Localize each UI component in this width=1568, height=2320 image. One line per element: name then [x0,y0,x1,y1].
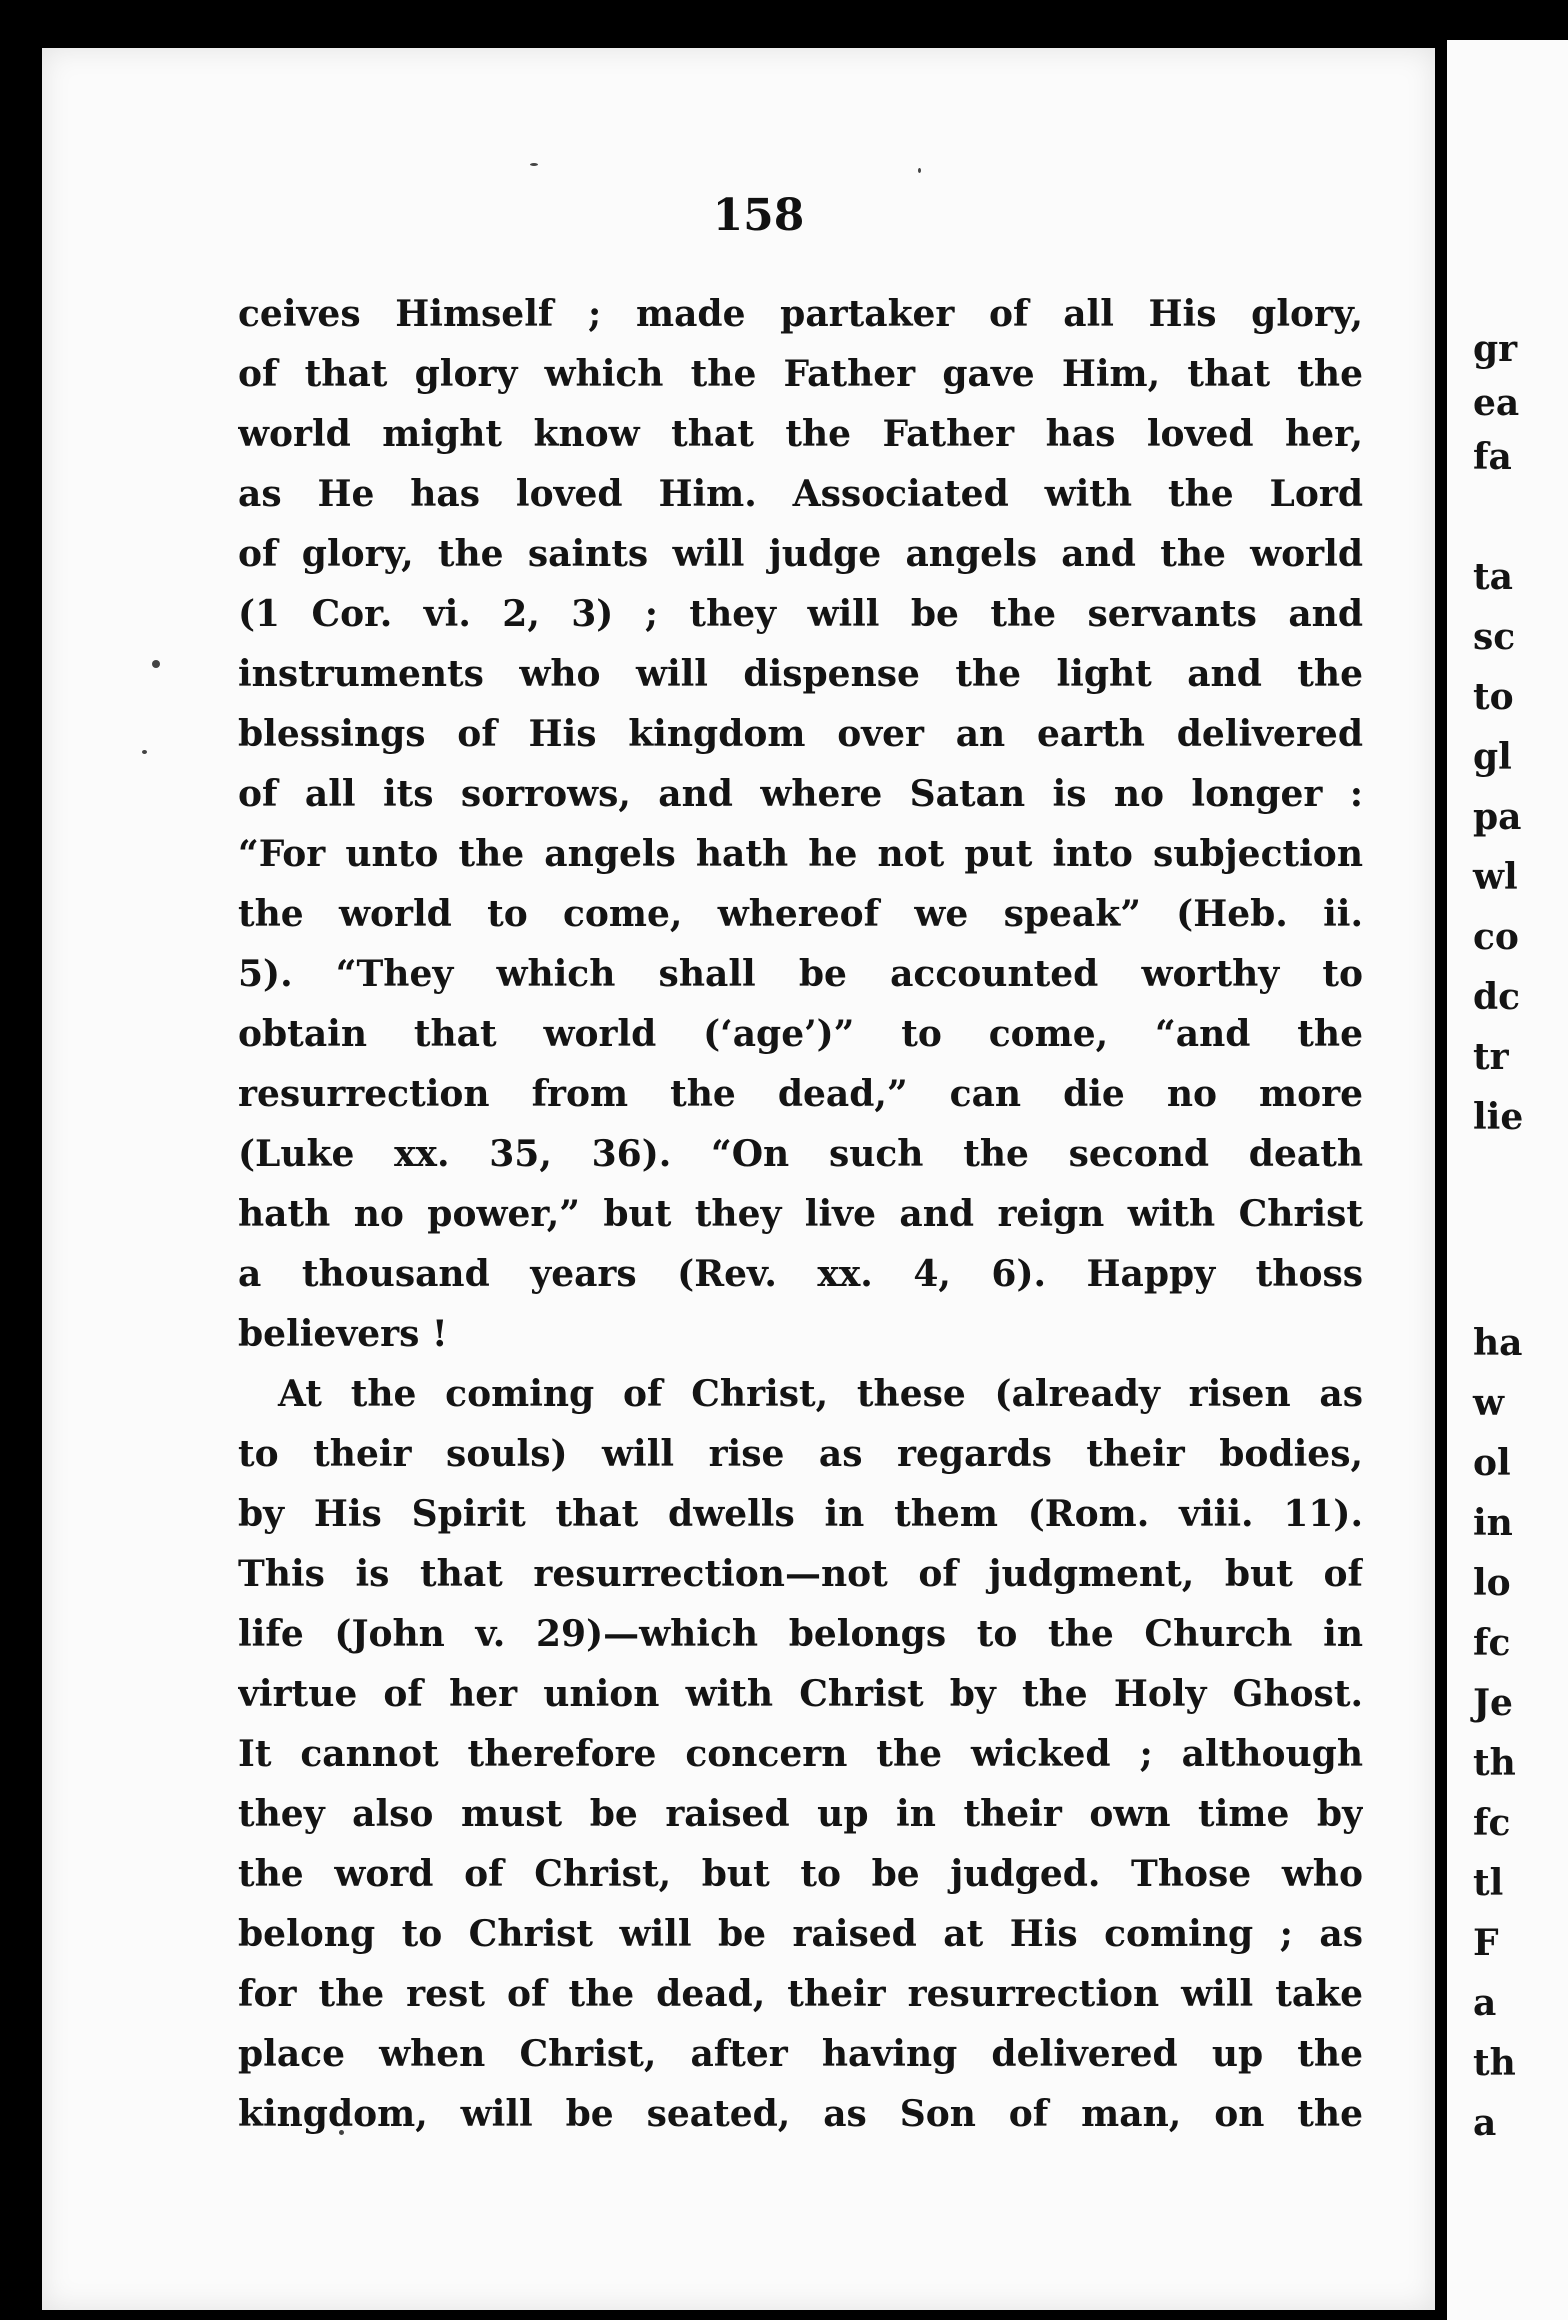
facing-line-fragment: sc [1473,616,1516,658]
body-text [238,284,1363,2144]
text-line: of all its sorrows, and where Satan is no longer : [238,773,1363,815]
text-line: resurrection from the dead,” can die no more [238,1073,1363,1115]
facing-line-fragment: lie [1473,1096,1524,1138]
text-line: of that glory which the Father gave Him, that the [238,353,1363,395]
facing-line-fragment: ta [1473,556,1513,598]
text-line: a thousand years (Rev. xx. 4, 6). Happy thoss [238,1253,1363,1295]
facing-line-fragment: th [1473,2042,1516,2084]
text-line: kingdom, will be seated, as Son of man, on the [238,2093,1363,2135]
text-line: belong to Christ will be raised at His coming ; as [238,1913,1363,1955]
text-line: virtue of her union with Christ by the Holy Ghost. [238,1673,1363,1715]
facing-line-fragment: tr [1473,1036,1509,1078]
facing-line-fragment: fc [1473,1622,1511,1664]
facing-line-fragment: pa [1473,796,1522,838]
facing-line-fragment: a [1473,2102,1497,2144]
facing-line-fragment: ha [1473,1322,1523,1364]
text-line: obtain that world (‘age’)” to come, “and the [238,1013,1363,1055]
facing-line-fragment: gr [1473,328,1518,370]
text-line: ceives Himself ; made partaker of all His glory, [238,293,1363,335]
facing-line-fragment: tl [1473,1862,1504,1904]
facing-line-fragment: wl [1473,856,1518,898]
scan-speck [152,660,160,668]
paragraph [238,1364,1363,2144]
text-line: It cannot therefore concern the wicked ; although [238,1733,1363,1775]
facing-line-fragment: lo [1473,1562,1511,1604]
facing-line-fragment: dc [1473,976,1521,1018]
text-line: blessings of His kingdom over an earth delivered [238,713,1363,755]
scan-speck [142,750,147,754]
text-line: life (John v. 29)—which belongs to the Church in [238,1613,1363,1655]
text-line: by His Spirit that dwells in them (Rom. viii. 11). [238,1493,1363,1535]
facing-line-fragment: F [1473,1922,1499,1964]
facing-line-fragment: w [1473,1382,1504,1424]
scan-top-edge [0,0,1568,48]
text-line: “For unto the angels hath he not put into subjection [238,833,1363,875]
facing-line-fragment: to [1473,676,1514,718]
paragraph [238,284,1363,1364]
facing-line-fragment: Je [1473,1682,1513,1724]
text-line: the word of Christ, but to be judged. Those who [238,1853,1363,1895]
facing-line-fragment: ea [1473,382,1520,424]
facing-line-fragment: gl [1473,736,1512,778]
text-line: 5). “They which shall be accounted worthy to [238,953,1363,995]
facing-line-fragment: fa [1473,436,1512,478]
text-line: they also must be raised up in their own time by [238,1793,1363,1835]
facing-line-fragment: a [1473,1982,1497,2024]
text-line: (1 Cor. vi. 2, 3) ; they will be the servants and [238,593,1363,635]
text-line: of glory, the saints will judge angels and the world [238,533,1363,575]
text-line: place when Christ, after having delivered up the [238,2033,1363,2075]
facing-line-fragment: in [1473,1502,1513,1544]
book-page-left [42,48,1435,2310]
text-line: world might know that the Father has loved her, [238,413,1363,455]
facing-line-fragment: ol [1473,1442,1511,1484]
text-line: hath no power,” but they live and reign with Christ [238,1193,1363,1235]
text-line: as He has loved Him. Associated with the Lord [238,473,1363,515]
text-line: to their souls) will rise as regards their bodies, [238,1433,1363,1475]
text-line: believers ! [238,1313,448,1355]
facing-line-fragment: co [1473,916,1519,958]
text-line: This is that resurrection—not of judgment, but of [238,1553,1363,1595]
text-line: for the rest of the dead, their resurrection will take [238,1973,1363,2015]
scan-speck [918,168,921,173]
facing-line-fragment: fc [1473,1802,1511,1844]
text-line: instruments who will dispense the light and the [238,653,1363,695]
scan-speck [530,163,538,166]
text-line: (Luke xx. 35, 36). “On such the second death [238,1133,1363,1175]
facing-line-fragment: th [1473,1742,1516,1784]
text-line: At the coming of Christ, these (already risen as [278,1373,1363,1415]
text-line: the world to come, whereof we speak” (Heb. ii. [238,893,1363,935]
page-number: 158 [712,190,805,241]
book-page-right [1447,40,1568,2320]
